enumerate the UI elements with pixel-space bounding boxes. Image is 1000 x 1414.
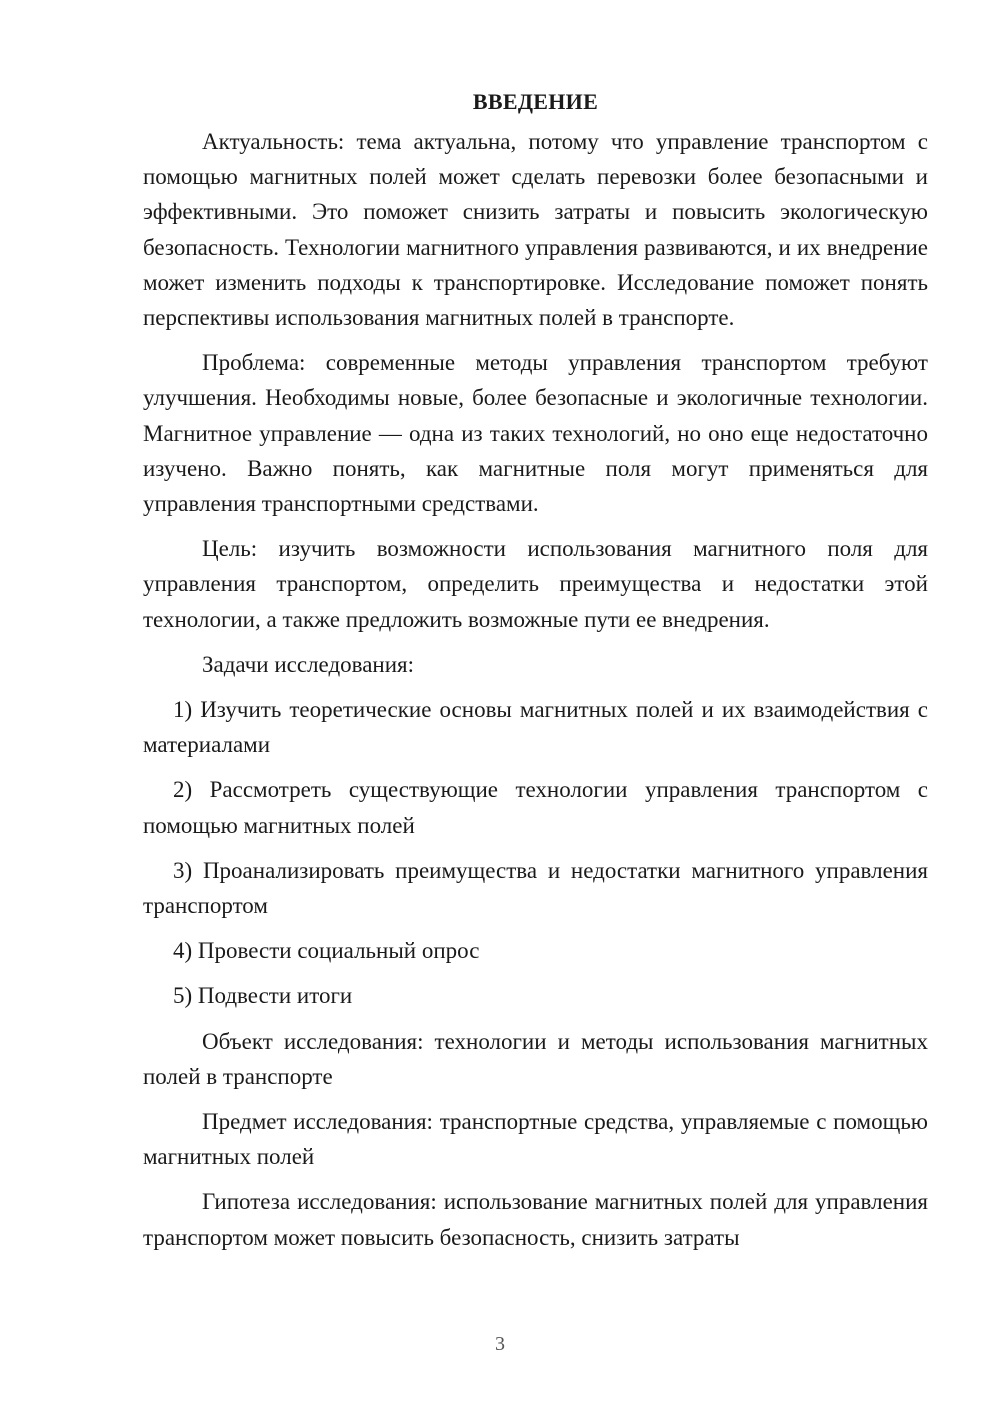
document-page — [143, 88, 928, 1265]
section-title: ВВЕДЕНИЕ — [472, 89, 599, 114]
paragraph-object: Объект исследования: технологии и методы использования магнитных полей в транспорте — [143, 1028, 928, 1089]
tasks-heading: Задачи исследования: — [202, 651, 415, 677]
paragraph-relevance: Актуальность: тема актуальна, потому что управление транспортом с помощью магнитных полей может сделать перевозки более безопасными и эффективными. Это поможет снизить затраты и повысить экологическую безопасность. Технологии магнитного управления развиваются, и их внедрение может изменить подходы к транспортировке. Исследование поможет понять перспективы использования магнитных полей в транспорте. — [143, 129, 928, 331]
task-item-1: 1) Изучить теоретические основы магнитных полей и их взаимодействия с материалами — [143, 697, 928, 758]
paragraph-subject: Предмет исследования: транспортные средства, управляемые с помощью магнитных полей — [143, 1109, 928, 1170]
task-item-2: 2) Рассмотреть существующие технологии управления транспортом с помощью магнитных полей — [143, 777, 928, 838]
page-number: 3 — [495, 1333, 505, 1355]
task-item-5: 5) Подвести итоги — [173, 983, 353, 1009]
task-item-3: 3) Проанализировать преимущества и недостатки магнитного управления транспортом — [143, 857, 928, 919]
paragraph-hypothesis: Гипотеза исследования: использование магнитных полей для управления транспортом может повысить безопасность, снизить затраты — [143, 1189, 928, 1250]
paragraph-problem: Проблема: современные методы управления транспортом требуют улучшения. Необходимы новые, более безопасные и экологичные технологии. Магнитное управление — одна из таких технологий, но оно еще недостаточно изучено. Важно понять, как магнитные поля могут применяться для управления транспортными средствами. — [143, 350, 928, 517]
paragraph-goal: Цель: изучить возможности использования магнитного поля для управления транспортом, определить преимущества и недостатки этой технологии, а также предложить возможные пути ее внедрения. — [143, 536, 928, 632]
task-item-4: 4) Провести социальный опрос — [173, 938, 480, 964]
